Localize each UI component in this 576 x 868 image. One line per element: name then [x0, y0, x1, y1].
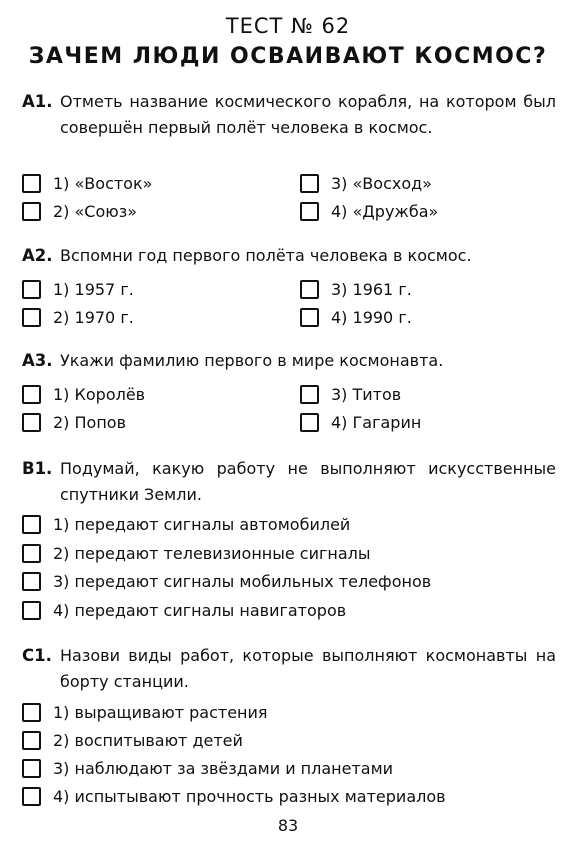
question-b1: [22, 456, 556, 508]
test-number: ТЕСТ № 62: [225, 14, 351, 38]
page-title: ЗАЧЕМ ЛЮДИ ОСВАИВАЮТ КОСМОС?: [28, 44, 548, 69]
option-label: 3) наблюдают за звёздами и планетами: [53, 758, 394, 778]
option-label: 4) испытывают прочность разных материалов: [53, 786, 446, 806]
option-a3-3[interactable]: [300, 381, 401, 407]
answer-checkbox[interactable]: [22, 544, 41, 563]
answer-checkbox[interactable]: [300, 174, 319, 193]
option-b1-1[interactable]: [22, 511, 350, 537]
option-label: 2) 1970 г.: [53, 307, 134, 327]
option-c1-1[interactable]: [22, 699, 268, 725]
option-a1-2[interactable]: [22, 198, 137, 224]
answer-checkbox[interactable]: [22, 308, 41, 327]
option-a3-4[interactable]: [300, 409, 421, 435]
question-a1: [22, 89, 556, 141]
question-a3: [22, 348, 556, 374]
option-a1-4[interactable]: [300, 198, 438, 224]
option-a2-2[interactable]: [22, 304, 134, 330]
option-label: 2) «Союз»: [53, 201, 138, 221]
option-label: 3) передают сигналы мобильных телефонов: [53, 571, 432, 591]
answer-checkbox[interactable]: [22, 413, 41, 432]
question-label: С1.: [22, 646, 52, 665]
option-label: 1) выращивают растения: [53, 702, 268, 722]
option-label: 1) передают сигналы автомобилей: [53, 514, 351, 534]
answer-checkbox[interactable]: [22, 601, 41, 620]
option-label: 3) «Восход»: [331, 173, 432, 193]
option-c1-2[interactable]: [22, 727, 243, 753]
question-text: Укажи фамилию первого в мире космонавта.: [60, 351, 444, 370]
answer-checkbox[interactable]: [22, 202, 41, 221]
option-label: 2) Попов: [53, 412, 127, 432]
question-label: А2.: [22, 246, 53, 265]
option-label: 3) 1961 г.: [331, 279, 412, 299]
question-text: Назови виды работ, которые выполняют космонавты на борту станции.: [60, 646, 556, 691]
option-label: 4) 1990 г.: [331, 307, 412, 327]
option-label: 4) Гагарин: [331, 412, 422, 432]
answer-checkbox[interactable]: [22, 703, 41, 722]
option-label: 2) воспитывают детей: [53, 730, 243, 750]
answer-checkbox[interactable]: [22, 385, 41, 404]
option-a2-4[interactable]: [300, 304, 412, 330]
option-a3-2[interactable]: [22, 409, 126, 435]
answer-checkbox[interactable]: [22, 515, 41, 534]
answer-checkbox[interactable]: [22, 280, 41, 299]
option-label: 3) Титов: [331, 384, 402, 404]
option-b1-4[interactable]: [22, 597, 346, 623]
question-text: Отметь название космического корабля, на котором был совершён первый полёт человека в космос.: [60, 92, 556, 137]
option-label: 1) 1957 г.: [53, 279, 134, 299]
answer-checkbox[interactable]: [300, 202, 319, 221]
answer-checkbox[interactable]: [300, 413, 319, 432]
option-a2-1[interactable]: [22, 276, 134, 302]
answer-checkbox[interactable]: [22, 174, 41, 193]
option-label: 4) «Дружба»: [331, 201, 439, 221]
option-a1-3[interactable]: [300, 170, 432, 196]
question-label: А3.: [22, 351, 53, 370]
option-a2-3[interactable]: [300, 276, 412, 302]
question-label: А1.: [22, 92, 53, 111]
question-a2: [22, 243, 556, 269]
option-a1-1[interactable]: [22, 170, 152, 196]
option-label: 1) Королёв: [53, 384, 146, 404]
answer-checkbox[interactable]: [300, 385, 319, 404]
question-text: Вспомни год первого полёта человека в космос.: [60, 246, 472, 265]
answer-checkbox[interactable]: [22, 572, 41, 591]
option-c1-4[interactable]: [22, 783, 446, 809]
option-b1-3[interactable]: [22, 568, 431, 594]
question-label: В1.: [22, 459, 53, 478]
option-label: 1) «Восток»: [53, 173, 153, 193]
question-c1: [22, 643, 556, 695]
option-b1-2[interactable]: [22, 540, 371, 566]
option-label: 2) передают телевизионные сигналы: [53, 543, 371, 563]
answer-checkbox[interactable]: [22, 731, 41, 750]
answer-checkbox[interactable]: [22, 787, 41, 806]
option-c1-3[interactable]: [22, 755, 393, 781]
option-label: 4) передают сигналы навигаторов: [53, 600, 347, 620]
answer-checkbox[interactable]: [22, 759, 41, 778]
option-a3-1[interactable]: [22, 381, 145, 407]
page-number: 83: [277, 816, 299, 835]
answer-checkbox[interactable]: [300, 280, 319, 299]
answer-checkbox[interactable]: [300, 308, 319, 327]
question-text: Подумай, какую работу не выполняют искусственные спутники Земли.: [60, 459, 556, 504]
